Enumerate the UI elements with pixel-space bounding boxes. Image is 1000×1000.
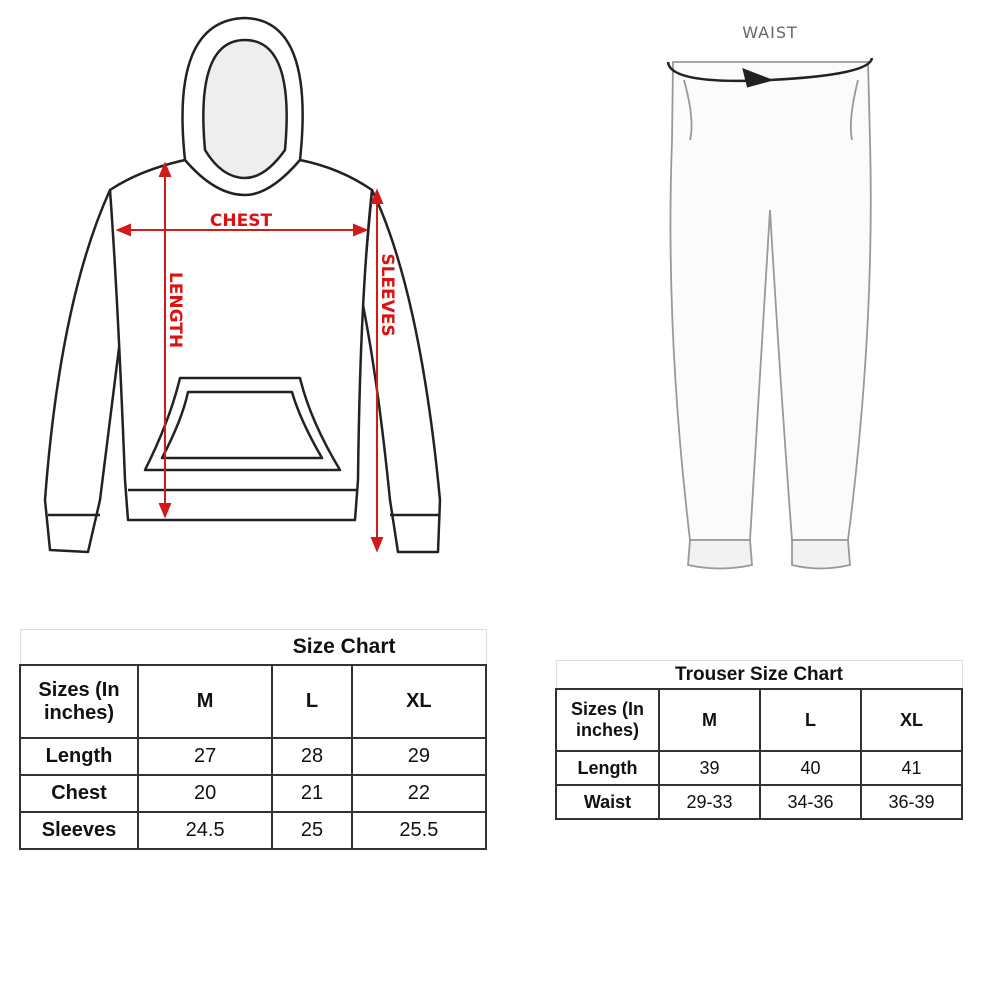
header-cell: M xyxy=(659,689,760,751)
header-cell: Sizes (In inches) xyxy=(20,665,138,738)
table-row xyxy=(20,738,486,775)
hoodie-size-table xyxy=(19,629,487,850)
cell: 24.5 xyxy=(138,812,272,849)
cell: 39 xyxy=(659,751,760,785)
row-label: Length xyxy=(556,751,659,785)
row-label: Sleeves xyxy=(20,812,138,849)
table-title: Size Chart xyxy=(20,630,486,666)
header-cell: Sizes (In inches) xyxy=(556,689,659,751)
header-cell: L xyxy=(272,665,352,738)
trouser-size-table xyxy=(555,660,963,820)
cell: 20 xyxy=(138,775,272,812)
cell: 41 xyxy=(861,751,962,785)
trouser-illustration xyxy=(670,62,870,569)
header-cell: L xyxy=(760,689,861,751)
row-label: Waist xyxy=(556,785,659,819)
cell: 29-33 xyxy=(659,785,760,819)
cell: 21 xyxy=(272,775,352,812)
cell: 27 xyxy=(138,738,272,775)
cell: 34-36 xyxy=(760,785,861,819)
cell: 28 xyxy=(272,738,352,775)
row-label: Length xyxy=(20,738,138,775)
length-label: LENGTH xyxy=(165,271,185,349)
table-row xyxy=(556,751,962,785)
header-cell: XL xyxy=(861,689,962,751)
cell: 22 xyxy=(352,775,486,812)
table-row xyxy=(556,785,962,819)
header-cell: M xyxy=(138,665,272,738)
table-row xyxy=(20,812,486,849)
cell: 29 xyxy=(352,738,486,775)
cell: 25.5 xyxy=(352,812,486,849)
row-label: Chest xyxy=(20,775,138,812)
chest-label: CHEST xyxy=(209,211,273,231)
waist-label: WAIST xyxy=(742,23,798,42)
sleeves-label: SLEEVES xyxy=(377,253,397,337)
header-cell: XL xyxy=(352,665,486,738)
table-row xyxy=(20,775,486,812)
cell: 25 xyxy=(272,812,352,849)
table-title: Trouser Size Chart xyxy=(556,661,962,690)
cell: 36-39 xyxy=(861,785,962,819)
cell: 40 xyxy=(760,751,861,785)
